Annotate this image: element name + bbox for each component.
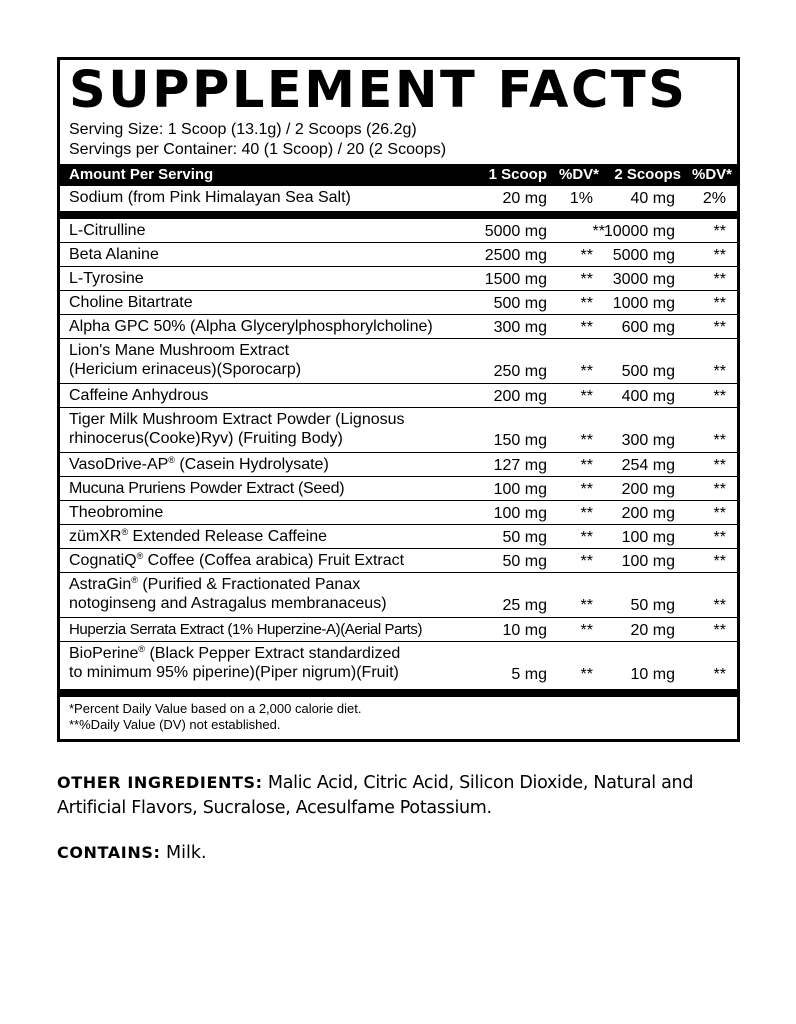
dv-one-scoop: **: [580, 319, 593, 336]
amount-one-scoop: 5 mg: [511, 666, 547, 683]
ingredient-name-line1: Tiger Milk Mushroom Extract Powder (Lignosus: [69, 411, 405, 428]
amount-one-scoop: 20 mg: [502, 190, 547, 207]
ingredient-name: Theobromine: [69, 504, 164, 521]
thick-divider: [60, 211, 737, 219]
ingredient-detail: (Casein Hydrolysate): [174, 456, 329, 473]
footnote-not-established: **%Daily Value (DV) not established.: [69, 717, 281, 732]
other-ingredients-text: Malic Acid, Citric Acid, Silicon Dioxide, Natural and Artificial Flavors, Sucralose, Acesulfame Potassium.: [57, 773, 694, 818]
servings-per-container: Servings per Container: 40 (1 Scoop) / 20 (2 Scoops): [69, 141, 447, 158]
amount-two-scoops: 600 mg: [621, 319, 675, 336]
amount-two-scoops: 20 mg: [630, 622, 675, 639]
dv-two-scoops: **: [713, 247, 726, 264]
other-ingredients-label: OTHER INGREDIENTS:: [57, 773, 263, 792]
dv-one-scoop: **: [580, 247, 593, 264]
table-row: [60, 291, 737, 315]
dv-one-scoop: 1%: [569, 190, 593, 207]
table-row: [60, 642, 737, 689]
header-two-scoops: 2 Scoops: [614, 166, 681, 183]
table-row: [60, 453, 737, 477]
dv-one-scoop: **: [580, 363, 593, 380]
amount-one-scoop: 5000 mg: [484, 223, 547, 240]
brand-name: zümXR: [69, 528, 122, 545]
ingredient-name: Huperzia Serrata Extract (1% Huperzine-A)(Aerial Parts): [69, 621, 423, 638]
amount-one-scoop: 50 mg: [502, 529, 547, 546]
ingredient-name-line2: notoginseng and Astragalus membranaceus): [69, 595, 387, 612]
ingredient-name: L-Tyrosine: [69, 270, 144, 287]
dv-one-scoop: **: [580, 597, 593, 614]
dv-one-scoop: **: [580, 529, 593, 546]
dv-two-scoops: **: [713, 505, 726, 522]
amount-one-scoop: 250 mg: [493, 363, 547, 380]
contains-statement: [57, 840, 757, 866]
table-row: [60, 384, 737, 408]
dv-one-scoop: **: [580, 481, 593, 498]
ingredient-detail: Extended Release Caffeine: [128, 528, 328, 545]
amount-two-scoops: 40 mg: [630, 190, 675, 207]
dv-two-scoops: **: [713, 666, 726, 683]
dv-one-scoop: **: [580, 271, 593, 288]
ingredient-name: Caffeine Anhydrous: [69, 387, 209, 404]
dv-two-scoops: **: [713, 481, 726, 498]
table-row: [60, 315, 737, 339]
amount-two-scoops: 300 mg: [621, 432, 675, 449]
dv-two-scoops: **: [713, 271, 726, 288]
amount-two-scoops: 100 mg: [621, 553, 675, 570]
amount-one-scoop: 100 mg: [493, 481, 547, 498]
registered-mark: ®: [131, 575, 138, 585]
amount-one-scoop: 25 mg: [502, 597, 547, 614]
dv-two-scoops: **: [713, 597, 726, 614]
footnote-dv: *Percent Daily Value based on a 2,000 calorie diet.: [69, 701, 362, 716]
amount-one-scoop: 100 mg: [493, 505, 547, 522]
ingredient-name-line2: rhinocerus(Cooke)Ryv) (Fruiting Body): [69, 430, 343, 447]
amount-one-scoop: 50 mg: [502, 553, 547, 570]
amount-one-scoop: 2500 mg: [484, 247, 547, 264]
amount-two-scoops: 254 mg: [621, 457, 675, 474]
amount-two-scoops: 5000 mg: [612, 247, 675, 264]
header-one-scoop: 1 Scoop: [488, 166, 547, 183]
dv-two-scoops: **: [713, 622, 726, 639]
amount-two-scoops: 400 mg: [621, 388, 675, 405]
ingredient-name-line2: to minimum 95% piperine)(Piper nigrum)(Fruit): [69, 664, 399, 681]
dv-one-scoop: **: [580, 505, 593, 522]
table-row: [60, 219, 737, 243]
ingredient-name: L-Citrulline: [69, 222, 146, 239]
registered-mark: ®: [138, 644, 146, 654]
ingredient-name: [69, 527, 489, 546]
ingredient-detail: (Purified & Fractionated Panax: [137, 576, 361, 593]
table-row: [60, 408, 737, 453]
dv-two-scoops: 2%: [702, 190, 726, 207]
dv-one-scoop: **: [580, 622, 593, 639]
brand-name: CognatiQ: [69, 552, 137, 569]
ingredient-name: [69, 455, 489, 474]
ingredient-name: [69, 410, 489, 448]
dv-two-scoops: **: [713, 553, 726, 570]
amount-one-scoop: 300 mg: [493, 319, 547, 336]
brand-name: AstraGin: [69, 576, 132, 593]
registered-mark: ®: [136, 551, 144, 561]
dv-one-scoop: **: [580, 432, 593, 449]
amount-two-scoops: 10 mg: [630, 666, 675, 683]
table-row: [60, 501, 737, 525]
amount-two-scoops: 1000 mg: [612, 295, 675, 312]
dv-two-scoops: **: [713, 388, 726, 405]
header-amount-per-serving: Amount Per Serving: [69, 166, 214, 183]
amount-one-scoop: 1500 mg: [484, 271, 547, 288]
ingredient-name-line1: Lion's Mane Mushroom Extract: [69, 342, 290, 359]
contains-text: Milk.: [160, 843, 207, 863]
amount-two-scoops: 10000 mg: [603, 223, 675, 240]
amount-one-scoop: 127 mg: [493, 457, 547, 474]
contains-label: CONTAINS:: [57, 843, 161, 862]
dv-one-scoop: **: [592, 223, 605, 240]
table-row: [60, 618, 737, 642]
table-row: [60, 549, 737, 573]
table-row-sodium: [60, 186, 737, 211]
amount-two-scoops: 200 mg: [621, 481, 675, 498]
header-dv2: %DV*: [691, 166, 732, 183]
ingredient-name: [69, 644, 489, 682]
dv-two-scoops: **: [713, 363, 726, 380]
footnotes: [60, 697, 737, 739]
amount-two-scoops: 100 mg: [621, 529, 675, 546]
dv-one-scoop: **: [580, 295, 593, 312]
supplement-facts-panel: [57, 57, 740, 742]
amount-two-scoops: 50 mg: [630, 597, 675, 614]
ingredient-name: [69, 551, 489, 570]
table-row: [60, 573, 737, 618]
ingredient-name: [69, 341, 489, 379]
dv-two-scoops: **: [713, 457, 726, 474]
panel-title: SUPPLEMENT FACTS: [69, 61, 688, 120]
amount-one-scoop: 500 mg: [493, 295, 547, 312]
table-row: [60, 267, 737, 291]
table-row: [60, 525, 737, 549]
other-ingredients: [57, 770, 757, 821]
registered-mark: ®: [121, 527, 129, 537]
amount-one-scoop: 150 mg: [493, 432, 547, 449]
dv-two-scoops: **: [713, 432, 726, 449]
amount-one-scoop: 10 mg: [502, 622, 547, 639]
ingredient-name: Alpha GPC 50% (Alpha Glycerylphosphorylcholine): [69, 318, 433, 335]
thick-divider: [60, 689, 737, 697]
dv-two-scoops: **: [713, 529, 726, 546]
amount-one-scoop: 200 mg: [493, 388, 547, 405]
ingredient-name: Beta Alanine: [69, 246, 159, 263]
header-dv1: %DV*: [558, 166, 599, 183]
dv-one-scoop: **: [580, 666, 593, 683]
amount-two-scoops: 500 mg: [621, 363, 675, 380]
ingredient-name: Choline Bitartrate: [69, 294, 193, 311]
table-row: [60, 339, 737, 384]
registered-mark: ®: [168, 455, 175, 465]
brand-name: BioPerine: [69, 645, 139, 662]
table-row: [60, 477, 737, 501]
brand-name: VasoDrive-AP: [69, 456, 169, 473]
amount-two-scoops: 200 mg: [621, 505, 675, 522]
dv-two-scoops: **: [713, 295, 726, 312]
dv-one-scoop: **: [580, 553, 593, 570]
dv-two-scoops: **: [713, 223, 726, 240]
dv-two-scoops: **: [713, 319, 726, 336]
table-header: [60, 164, 737, 186]
ingredient-name: Sodium (from Pink Himalayan Sea Salt): [69, 189, 351, 206]
dv-one-scoop: **: [580, 457, 593, 474]
ingredient-detail: Coffee (Coffea arabica) Fruit Extract: [143, 552, 405, 569]
ingredient-name: Mucuna Pruriens Powder Extract (Seed): [69, 480, 345, 497]
ingredient-name-line2: (Hericium erinaceus)(Sporocarp): [69, 361, 302, 378]
ingredient-name: [69, 575, 489, 613]
dv-one-scoop: **: [580, 388, 593, 405]
ingredient-detail: (Black Pepper Extract standardized: [145, 645, 401, 662]
table-row: [60, 243, 737, 267]
amount-two-scoops: 3000 mg: [612, 271, 675, 288]
serving-size: Serving Size: 1 Scoop (13.1g) / 2 Scoops (26.2g): [69, 121, 417, 138]
